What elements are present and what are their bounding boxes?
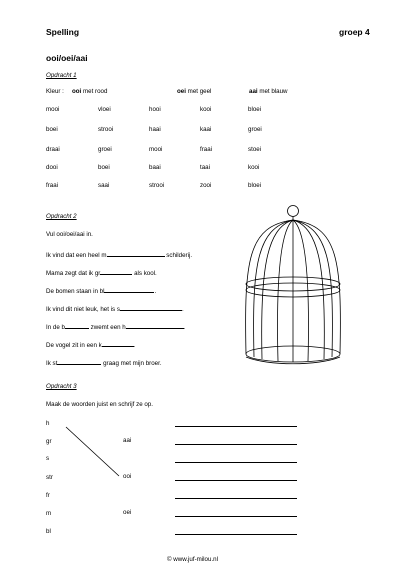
grid-word[interactable]: kooi <box>248 164 260 171</box>
onset-item: s <box>46 455 50 462</box>
sentence-2-b: als kool. <box>132 270 157 277</box>
legend-aai-bold: aai <box>249 88 258 95</box>
sentence-5-b: zwemt een h <box>88 324 126 331</box>
grid-word[interactable]: strooi <box>149 182 165 189</box>
vowel-item: aai <box>123 437 132 444</box>
sentence-5-a: In de b <box>46 324 65 331</box>
onset-item: str <box>46 474 53 481</box>
opdracht3-label: Opdracht 3 <box>46 383 77 390</box>
grid-word[interactable]: boei <box>98 164 110 171</box>
grid-word[interactable]: bloei <box>248 106 262 113</box>
onset-item: m <box>46 510 52 517</box>
sentence-1-b: schilderij. <box>164 252 193 259</box>
legend-oei-rest: met geel <box>185 88 212 95</box>
grid-word[interactable]: strooi <box>98 126 114 133</box>
opdracht2-instruction: Vul ooi/oei/aai in. <box>46 231 93 238</box>
grid-word[interactable]: dooi <box>46 164 58 171</box>
sentence-6-a: De vogel zit in een k <box>46 342 102 349</box>
sentence-4-b: . <box>181 306 184 313</box>
grid-word[interactable]: taai <box>200 164 210 171</box>
header-grade: groep 4 <box>339 27 370 37</box>
legend-aai-rest: met blauw <box>257 88 288 95</box>
sentence-3-a: De bomen staan in bl <box>46 288 105 295</box>
onset-item: gr <box>46 438 52 445</box>
grid-word[interactable]: kaai <box>200 126 212 133</box>
grid-word[interactable]: groei <box>98 146 112 153</box>
header-subject: Spelling <box>46 27 80 37</box>
page-title: ooi/oei/aai <box>46 53 88 63</box>
footer-copyright: © www.juf-milou.nl <box>167 556 218 563</box>
grid-word[interactable]: haai <box>149 126 161 133</box>
grid-word[interactable]: baai <box>149 164 161 171</box>
grid-word[interactable]: saai <box>98 182 110 189</box>
opdracht1-label: Opdracht 1 <box>46 72 77 79</box>
grid-word[interactable]: groei <box>248 126 262 133</box>
onset-item: fr <box>46 492 50 499</box>
grid-word[interactable]: mooi <box>46 106 60 113</box>
kleur-prefix: Kleur : <box>46 88 64 95</box>
grid-word[interactable]: hooi <box>149 106 161 113</box>
sentence-3-b: . <box>154 288 157 295</box>
grid-word[interactable]: mooi <box>149 146 163 153</box>
grid-word[interactable]: kooi <box>200 106 212 113</box>
grid-word[interactable]: bloei <box>248 182 262 189</box>
grid-word[interactable]: stoei <box>248 146 262 153</box>
sentence-2-a: Mama zegt dat ik gr <box>46 270 101 277</box>
grid-word[interactable]: zooi <box>200 182 212 189</box>
opdracht3-instruction: Maak de woorden juist en schrijf ze op. <box>46 401 153 408</box>
vowel-item: oei <box>123 509 132 516</box>
vowel-item: ooi <box>123 473 132 480</box>
legend-oei-bold: oei <box>177 88 186 95</box>
grid-word[interactable]: draai <box>46 146 60 153</box>
grid-word[interactable]: fraai <box>200 146 213 153</box>
grid-word[interactable]: vloei <box>98 106 111 113</box>
onset-item: bl <box>46 528 51 535</box>
sentence-1-a: Ik vind dat een heel m <box>46 252 107 259</box>
sentence-6-b: . <box>133 342 136 349</box>
grid-word[interactable]: boei <box>46 126 58 133</box>
sentence-4-a: Ik vind dit niet leuk, het is s <box>46 306 120 313</box>
sentence-5-c: . <box>183 324 186 331</box>
legend-ooi-bold: ooi <box>72 88 82 95</box>
sentence-7-a: Ik st <box>46 360 58 367</box>
grid-word[interactable]: fraai <box>46 182 59 189</box>
legend-ooi-rest: met rood <box>81 88 108 95</box>
onset-item: h <box>46 420 50 427</box>
opdracht2-label: Opdracht 2 <box>46 213 77 220</box>
sentence-7-b: graag met mijn broer. <box>101 360 162 367</box>
